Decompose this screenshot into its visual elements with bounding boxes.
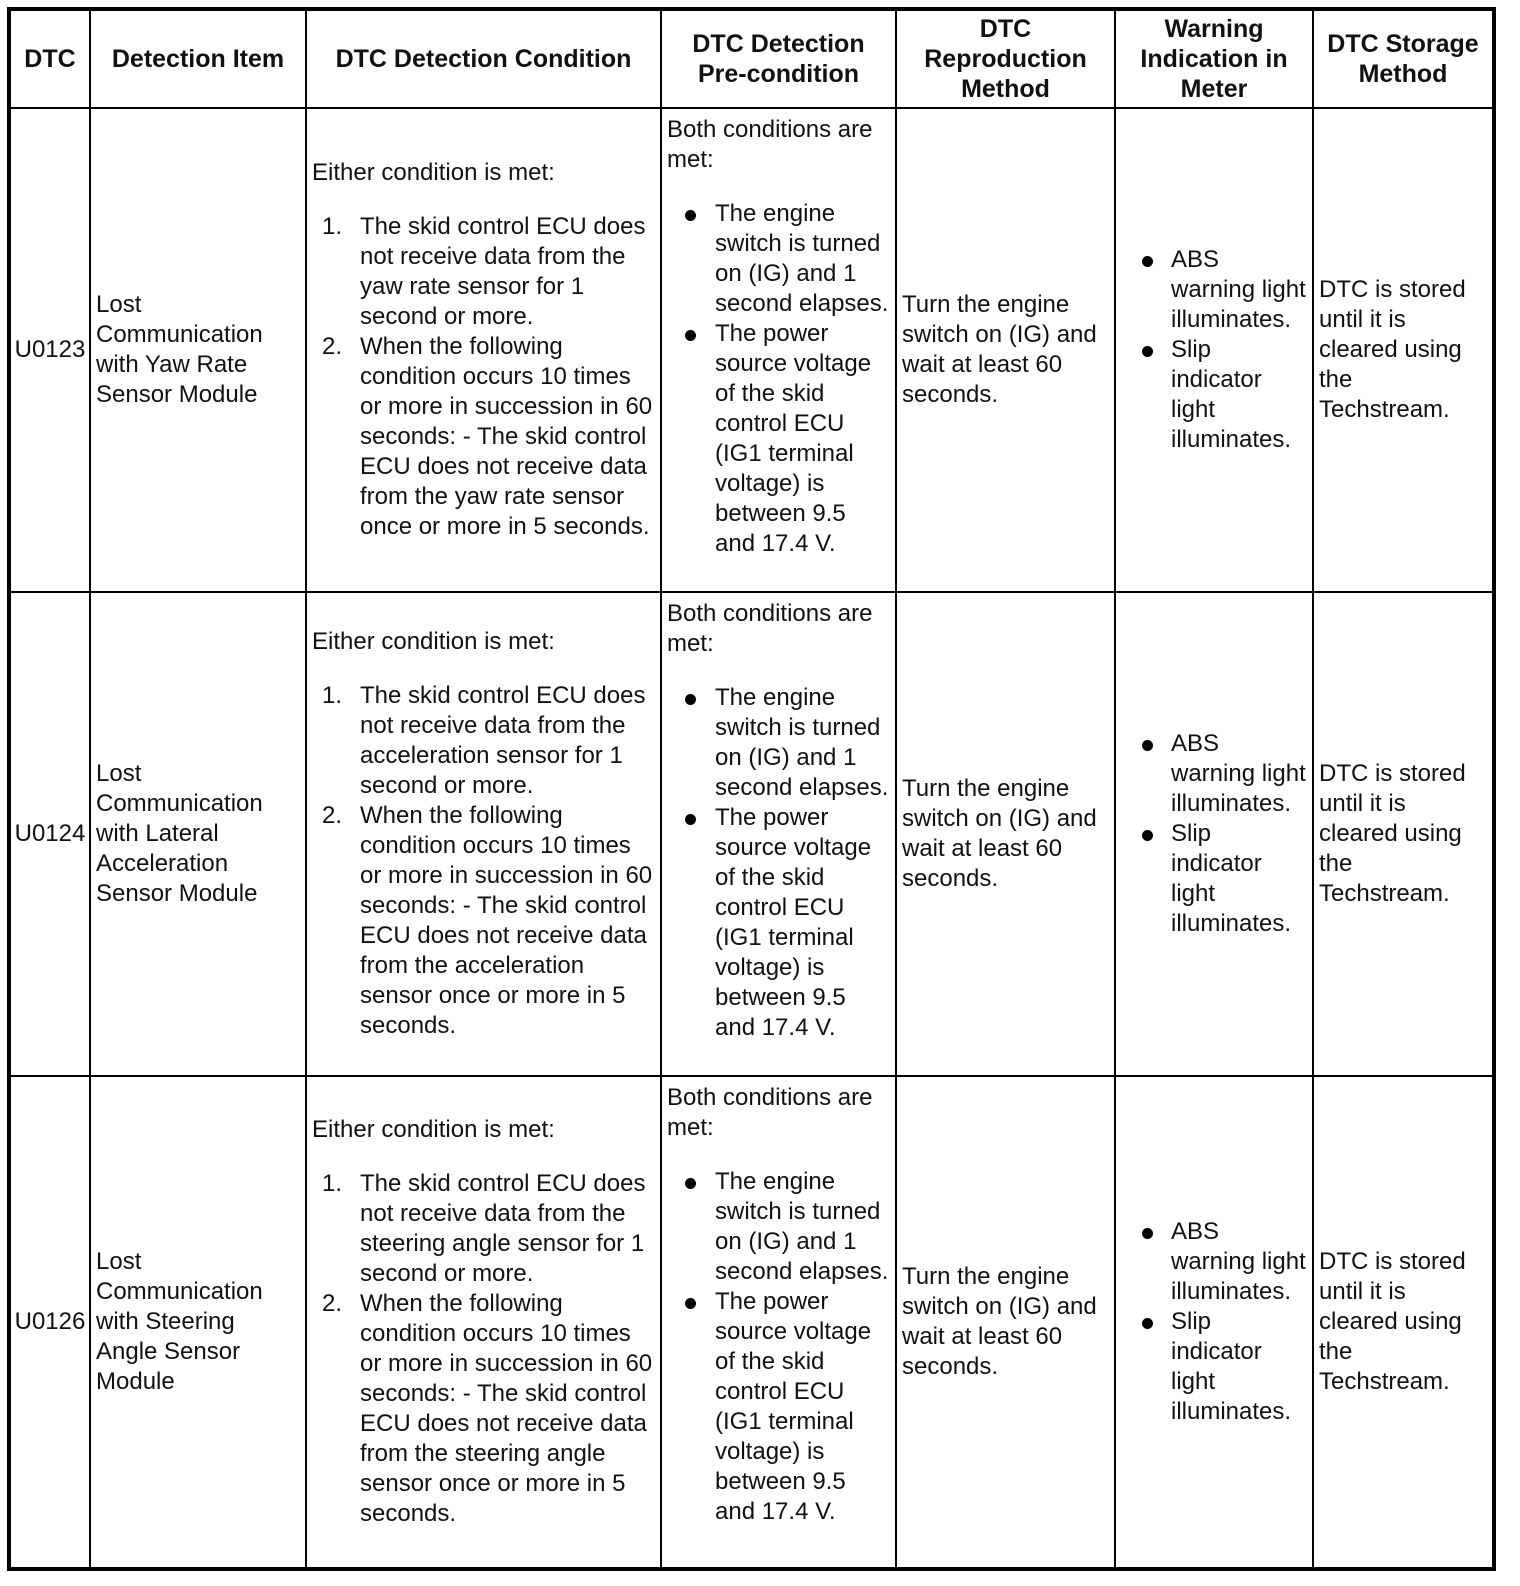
condition-number: 1.	[322, 682, 343, 709]
condition-number: 1.	[322, 1170, 343, 1197]
pre-condition-list	[667, 199, 890, 559]
detection-condition-cell	[306, 1076, 661, 1569]
condition-number: 2.	[322, 333, 343, 360]
dtc-code: U0123	[9, 108, 90, 592]
bullet-icon	[685, 814, 696, 825]
bullet-icon	[685, 330, 696, 341]
pre-condition-text: The engine switch is turned on (IG) and 1 second elapses.	[715, 200, 889, 317]
condition-number: 1.	[322, 213, 343, 240]
condition-number: 2.	[322, 1290, 343, 1317]
storage-method: DTC is stored until it is cleared using the Techstream.	[1313, 108, 1494, 592]
pre-condition-cell	[661, 592, 896, 1076]
warning-list	[1121, 245, 1307, 455]
warning-text: ABS warning light illuminates.	[1171, 246, 1306, 333]
condition-number: 2.	[322, 802, 343, 829]
warning-item	[1121, 335, 1307, 455]
condition-lead: Either condition is met:	[312, 628, 555, 655]
condition-item	[312, 212, 655, 332]
storage-method: DTC is stored until it is cleared using the Techstream.	[1313, 1076, 1494, 1569]
bullet-icon	[1142, 830, 1153, 841]
condition-list	[312, 212, 655, 542]
condition-text: The skid control ECU does not receive data from the acceleration sensor for 1 second or more.	[360, 682, 646, 799]
warning-text: ABS warning light illuminates.	[1171, 730, 1306, 817]
warning-item	[1121, 1217, 1307, 1307]
reproduction-method: Turn the engine switch on (IG) and wait at least 60 seconds.	[896, 108, 1115, 592]
bullet-icon	[1142, 256, 1153, 267]
pre-condition-item	[667, 199, 890, 319]
table-row	[9, 108, 1494, 592]
condition-text: The skid control ECU does not receive data from the steering angle sensor for 1 second or more.	[360, 1170, 646, 1287]
pre-condition-text: The power source voltage of the skid control ECU (IG1 terminal voltage) is between 9.5 and 17.4 V.	[715, 1288, 872, 1525]
condition-list	[312, 1169, 655, 1529]
warning-text: Slip indicator light illuminates.	[1171, 820, 1292, 937]
detection-item: Lost Communication with Lateral Acceleration Sensor Module	[90, 592, 306, 1076]
condition-text: When the following condition occurs 10 times or more in succession in 60 seconds: - The skid control ECU does not receive data from the acceleration sensor once or more in 5 seconds.	[360, 802, 653, 1039]
storage-method: DTC is stored until it is cleared using the Techstream.	[1313, 592, 1494, 1076]
pre-condition-list	[667, 683, 890, 1043]
warning-item	[1121, 245, 1307, 335]
warning-text: ABS warning light illuminates.	[1171, 1218, 1306, 1305]
pre-condition-lead: Both conditions are met:	[667, 600, 873, 657]
warning-text: Slip indicator light illuminates.	[1171, 336, 1292, 453]
header-pre-condition: DTC Detection Pre-condition	[661, 9, 896, 108]
bullet-icon	[1142, 1318, 1153, 1329]
pre-condition-lead: Both conditions are met:	[667, 116, 873, 173]
bullet-icon	[1142, 740, 1153, 751]
header-storage-method: DTC Storage Method	[1313, 9, 1494, 108]
detection-condition-cell	[306, 108, 661, 592]
warning-item	[1121, 819, 1307, 939]
pre-condition-item	[667, 319, 890, 559]
pre-condition-item	[667, 803, 890, 1043]
warning-list	[1121, 1217, 1307, 1427]
pre-condition-text: The engine switch is turned on (IG) and 1 second elapses.	[715, 1168, 889, 1285]
detection-condition-cell	[306, 592, 661, 1076]
bullet-icon	[685, 210, 696, 221]
dtc-code: U0124	[9, 592, 90, 1076]
dtc-table	[7, 7, 1496, 1571]
condition-lead: Either condition is met:	[312, 1116, 555, 1143]
table-row	[9, 1076, 1494, 1569]
header-detection-item: Detection Item	[90, 9, 306, 108]
detection-item: Lost Communication with Steering Angle Sensor Module	[90, 1076, 306, 1569]
condition-item	[312, 681, 655, 801]
condition-item	[312, 1169, 655, 1289]
warning-cell	[1115, 1076, 1313, 1569]
warning-cell	[1115, 592, 1313, 1076]
bullet-icon	[1142, 346, 1153, 357]
warning-item	[1121, 1307, 1307, 1427]
reproduction-method: Turn the engine switch on (IG) and wait at least 60 seconds.	[896, 592, 1115, 1076]
reproduction-method: Turn the engine switch on (IG) and wait at least 60 seconds.	[896, 1076, 1115, 1569]
table-row	[9, 592, 1494, 1076]
dtc-code: U0126	[9, 1076, 90, 1569]
condition-item	[312, 801, 655, 1041]
condition-text: The skid control ECU does not receive data from the yaw rate sensor for 1 second or more.	[360, 213, 646, 330]
header-warning-indication: Warning Indication in Meter	[1115, 9, 1313, 108]
bullet-icon	[685, 694, 696, 705]
condition-item	[312, 332, 655, 542]
pre-condition-cell	[661, 1076, 896, 1569]
pre-condition-text: The power source voltage of the skid control ECU (IG1 terminal voltage) is between 9.5 and 17.4 V.	[715, 804, 872, 1041]
detection-item: Lost Communication with Yaw Rate Sensor Module	[90, 108, 306, 592]
header-detection-condition: DTC Detection Condition	[306, 9, 661, 108]
bullet-icon	[685, 1178, 696, 1189]
pre-condition-text: The engine switch is turned on (IG) and 1 second elapses.	[715, 684, 889, 801]
warning-list	[1121, 729, 1307, 939]
pre-condition-text: The power source voltage of the skid control ECU (IG1 terminal voltage) is between 9.5 and 17.4 V.	[715, 320, 872, 557]
pre-condition-lead: Both conditions are met:	[667, 1084, 873, 1141]
header-reproduction-method: DTC Reproduction Method	[896, 9, 1115, 108]
condition-item	[312, 1289, 655, 1529]
bullet-icon	[1142, 1228, 1153, 1239]
warning-cell	[1115, 108, 1313, 592]
condition-lead: Either condition is met:	[312, 159, 555, 186]
header-dtc: DTC	[9, 9, 90, 108]
bullet-icon	[685, 1298, 696, 1309]
pre-condition-item	[667, 1167, 890, 1287]
condition-text: When the following condition occurs 10 times or more in succession in 60 seconds: - The skid control ECU does not receive data from the steering angle sensor once or more in 5 seconds.	[360, 1290, 653, 1527]
warning-item	[1121, 729, 1307, 819]
condition-list	[312, 681, 655, 1041]
condition-text: When the following condition occurs 10 times or more in succession in 60 seconds: - The skid control ECU does not receive data from the yaw rate sensor once or more in 5 seconds.	[360, 333, 653, 540]
table-header-row	[9, 9, 1494, 108]
pre-condition-list	[667, 1167, 890, 1527]
pre-condition-cell	[661, 108, 896, 592]
warning-text: Slip indicator light illuminates.	[1171, 1308, 1292, 1425]
pre-condition-item	[667, 1287, 890, 1527]
pre-condition-item	[667, 683, 890, 803]
